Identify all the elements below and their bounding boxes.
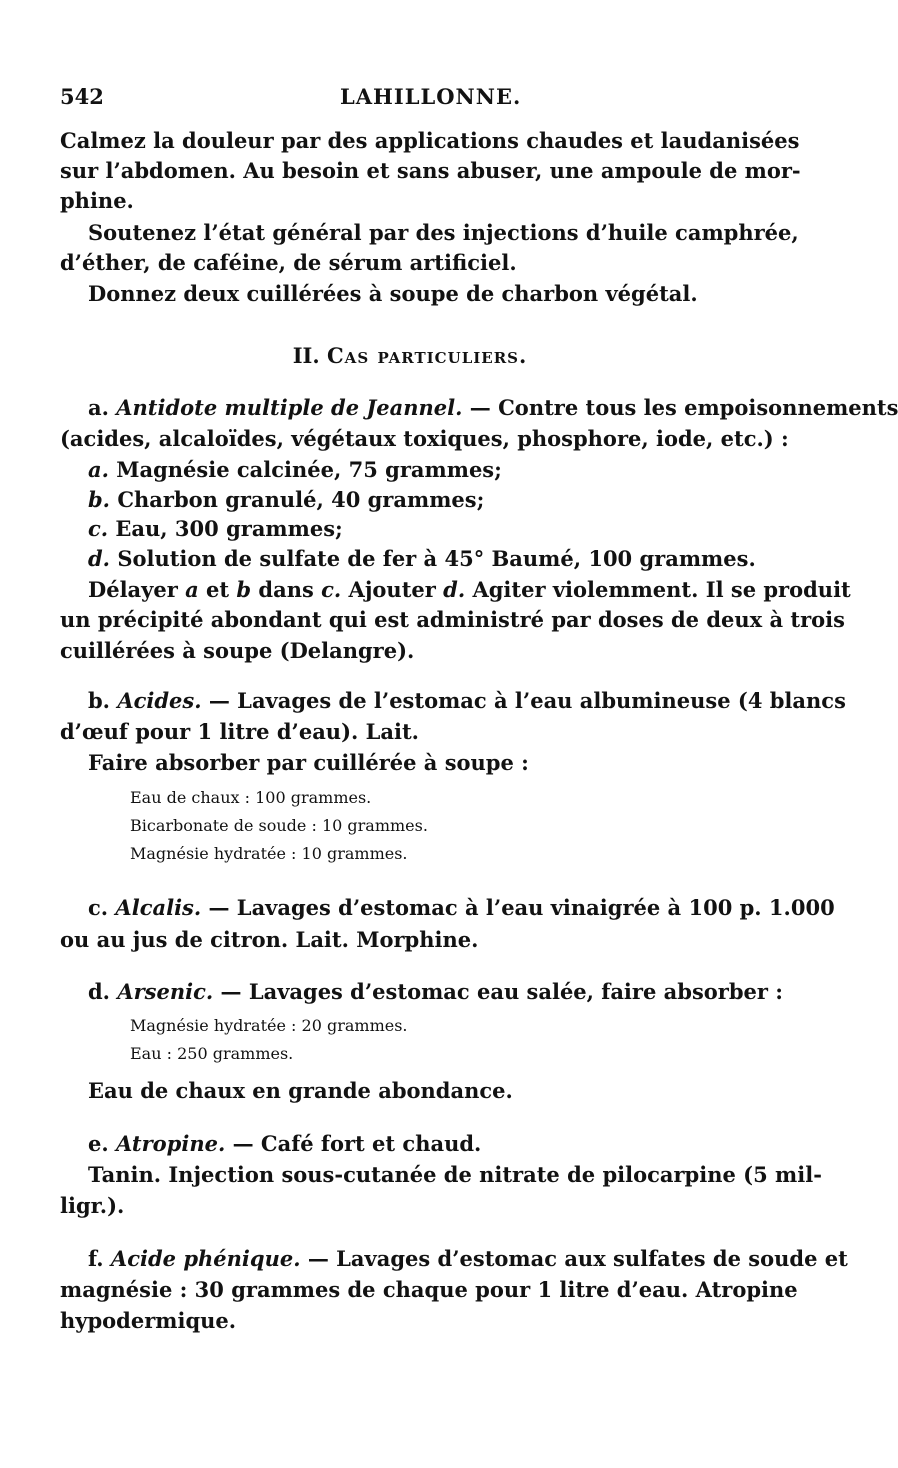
case-f-line-2: magnésie : 30 grammes de chaque pour 1 litre d’eau. Atropine: [60, 1277, 798, 1302]
item-marker: b.: [88, 487, 110, 512]
case-a-heading: [88, 393, 898, 423]
case-e-text: — Café fort et chaud.: [232, 1131, 482, 1156]
case-a-line-2: (acides, alcaloïdes, végétaux toxiques, phosphore, iode, etc.) :: [60, 426, 789, 451]
case-b-letter: b.: [88, 688, 110, 713]
case-c-heading: [88, 893, 835, 923]
case-f-letter: f.: [88, 1246, 104, 1271]
section-title: [60, 341, 760, 371]
case-b-line-2: d’œuf pour 1 litre d’eau). Lait.: [60, 719, 419, 744]
case-a-item-c: [88, 514, 760, 544]
section-heading: Cas particuliers.: [326, 343, 528, 368]
case-a-title: Antidote multiple de Jeannel.: [116, 395, 463, 420]
case-b-text: — Lavages de l’estomac à l’eau albumineuse (4 blancs: [208, 688, 846, 713]
item-marker: a.: [88, 457, 109, 482]
case-c-line-2: ou au jus de citron. Lait. Morphine.: [60, 927, 479, 952]
case-f-text: — Lavages d’estomac aux sulfates de soude et: [307, 1246, 848, 1271]
case-a-text: — Contre tous les empoisonnements: [469, 395, 898, 420]
case-d-recipe-2: Eau : 250 grammes.: [130, 1044, 294, 1063]
instr-text: dans: [251, 577, 322, 602]
case-a-item-b: [88, 485, 760, 515]
item-marker: d.: [88, 546, 110, 571]
item-text: Eau, 300 grammes;: [115, 516, 343, 541]
instr-text: Ajouter: [341, 577, 444, 602]
instr-var: b: [236, 577, 252, 602]
case-d-letter: d.: [88, 979, 110, 1004]
case-e-title: Atropine.: [115, 1131, 226, 1156]
instr-text: et: [198, 577, 237, 602]
case-c-letter: c.: [88, 895, 109, 920]
intro-line-3: phine.: [60, 188, 134, 213]
instr-var: a: [185, 577, 199, 602]
case-b-recipe-1: Eau de chaux : 100 grammes.: [130, 788, 372, 807]
case-e-line-2: Tanin. Injection sous-cutanée de nitrate de pilocarpine (5 mil-: [88, 1162, 822, 1187]
case-d-recipe-1: Magnésie hydratée : 20 grammes.: [130, 1016, 408, 1035]
case-f-title: Acide phénique.: [110, 1246, 301, 1271]
case-d-text: — Lavages d’estomac eau salée, faire absorber :: [220, 979, 784, 1004]
case-b-heading: [88, 686, 846, 716]
case-a-item-a: [88, 455, 760, 485]
intro-line-6: Donnez deux cuillérées à soupe de charbon végétal.: [88, 281, 698, 306]
case-b-title: Acides.: [117, 688, 202, 713]
case-c-text: — Lavages d’estomac à l’eau vinaigrée à 100 p. 1.000: [208, 895, 835, 920]
running-title: LAHILLONNE.: [340, 84, 522, 109]
instr-var: c.: [321, 577, 342, 602]
case-a-instructions-1: [88, 575, 851, 605]
case-a-instructions-2: un précipité abondant qui est administré par doses de deux à trois: [60, 607, 845, 632]
case-d-title: Arsenic.: [117, 979, 214, 1004]
instr-text: Agiter violemment. Il se produit: [465, 577, 851, 602]
intro-line-5: d’éther, de caféine, de sérum artificiel.: [60, 250, 517, 275]
instr-var: d.: [443, 577, 466, 602]
case-a-letter: a.: [88, 395, 109, 420]
case-b-recipe-3: Magnésie hydratée : 10 grammes.: [130, 844, 408, 863]
intro-line-2: sur l’abdomen. Au besoin et sans abuser, une ampoule de mor-: [60, 158, 801, 183]
intro-line-1: Calmez la douleur par des applications chaudes et laudanisées: [60, 128, 800, 153]
case-a-instructions-3: cuillérées à soupe (Delangre).: [60, 638, 415, 663]
item-text: Charbon granulé, 40 grammes;: [117, 487, 485, 512]
case-d-heading: [88, 977, 784, 1007]
section-number: II.: [292, 343, 320, 368]
intro-line-4: Soutenez l’état général par des injections d’huile camphrée,: [88, 220, 799, 245]
instr-text: Délayer: [88, 577, 186, 602]
case-f-line-3: hypodermique.: [60, 1308, 237, 1333]
item-text: Magnésie calcinée, 75 grammes;: [116, 457, 502, 482]
case-c-title: Alcalis.: [115, 895, 202, 920]
case-f-heading: [88, 1244, 848, 1274]
case-e-heading: [88, 1129, 760, 1159]
case-e-letter: e.: [88, 1131, 109, 1156]
case-a-item-d: [88, 544, 760, 574]
case-b-recipe-2: Bicarbonate de soude : 10 grammes.: [130, 816, 428, 835]
case-e-line-3: ligr.).: [60, 1193, 125, 1218]
running-head: [60, 84, 760, 114]
item-text: Solution de sulfate de fer à 45° Baumé, 100 grammes.: [117, 546, 756, 571]
case-d-after: Eau de chaux en grande abondance.: [88, 1078, 513, 1103]
page-number: 542: [60, 84, 104, 109]
item-marker: c.: [88, 516, 109, 541]
case-b-line-3: Faire absorber par cuillérée à soupe :: [88, 750, 529, 775]
